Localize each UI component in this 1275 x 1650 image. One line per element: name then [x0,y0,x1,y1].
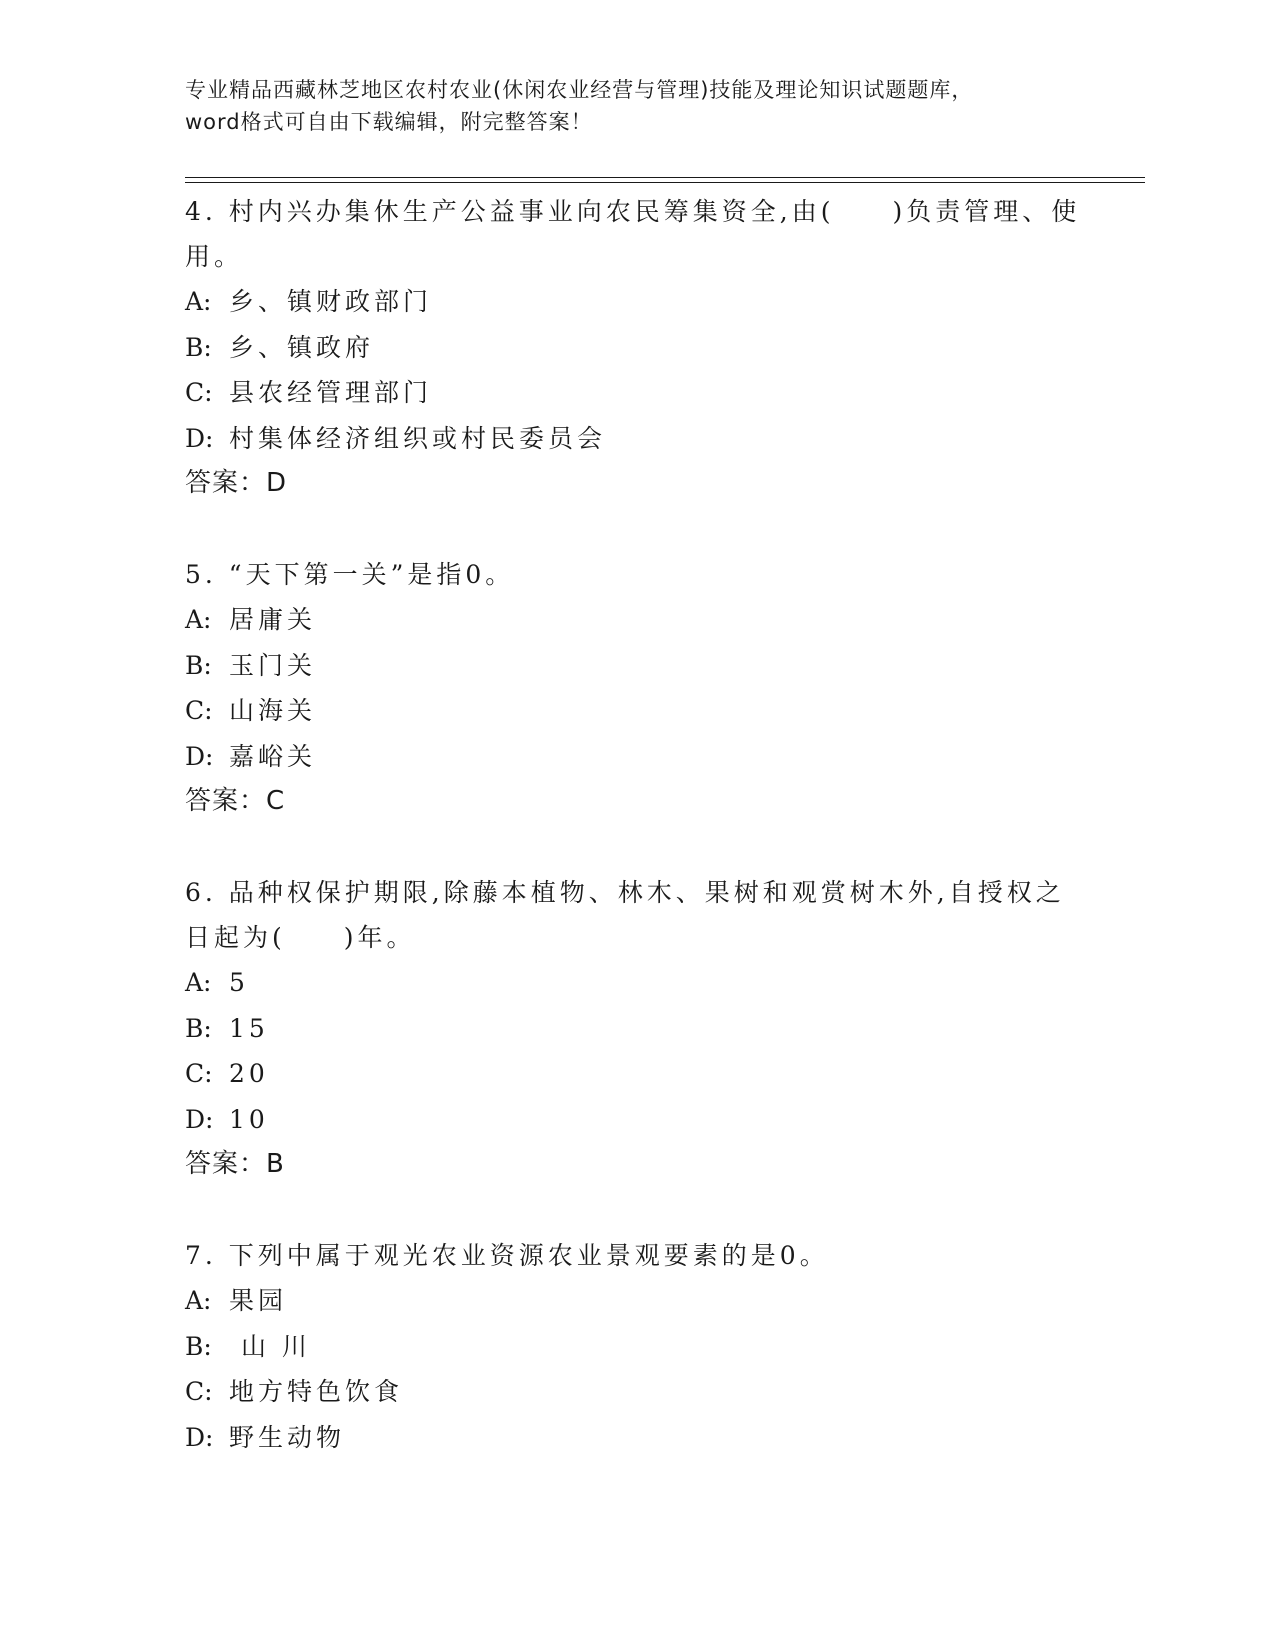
header-title-line-2: word格式可自由下载编辑，附完整答案！ [185,110,593,134]
question-5 [185,552,1085,824]
option-letter: C: [185,378,213,407]
option-letter: B: [185,650,212,680]
option-letter: A: [185,287,212,316]
question-6 [185,870,1085,1187]
option-d [185,1097,1085,1143]
option-text: 10 [229,1104,269,1134]
question-text [185,870,1085,960]
option-text: 村集体经济组织或村民委员会 [229,423,607,453]
header-title-line-1: 专业精品西藏林芝地区农村农业(休闲农业经营与管理)技能及理论知识试题题库， [185,78,974,102]
question-text [185,1233,1085,1278]
option-letter: B: [185,1013,212,1043]
option-text: 地方特色饮食 [229,1377,404,1406]
option-letter: C: [185,696,213,725]
option-letter: B: [185,1331,212,1361]
option-letter: D: [185,1104,214,1134]
option-text: 乡、镇政府 [229,332,375,362]
option-text: 15 [229,1013,269,1043]
option-text: 山海关 [229,696,317,725]
answer-line: 答案：D [185,468,288,498]
question-text [185,552,1085,597]
option-d [185,416,1085,462]
option-a [185,960,1085,1006]
question-list [185,189,1085,1460]
option-text: 山 川 [229,1331,311,1361]
option-text: 20 [229,1059,269,1088]
answer-line: 答案：C [185,786,286,816]
question-text-line-2: 日起为( )年。 [185,923,416,952]
option-text: 5 [229,968,249,997]
option-letter: A: [185,605,212,634]
option-c [185,688,1085,734]
option-text: 县农经管理部门 [229,378,433,407]
option-letter: C: [185,1059,213,1088]
option-letter: D: [185,1422,214,1452]
option-a [185,279,1085,325]
question-4 [185,189,1085,506]
option-b [185,643,1085,689]
answer-line: 答案：B [185,1149,285,1179]
option-b [185,1324,1085,1370]
option-letter: D: [185,423,214,453]
option-a [185,1278,1085,1324]
question-text-line-1: 7. 下列中属于观光农业资源农业景观要素的是0。 [185,1241,829,1270]
option-b [185,1006,1085,1052]
question-text-line-1: 6. 品种权保护期限,除藤本植物、林木、果树和观赏树木外,自授权之 [185,878,1065,907]
option-c [185,1369,1085,1415]
option-text: 居庸关 [229,605,317,634]
question-text-line-1: 5. “天下第一关”是指0。 [185,560,515,589]
option-letter: D: [185,741,214,771]
question-text-line-1: 4. 村内兴办集休生产公益事业向农民筹集资全,由( )负责管理、使 [185,197,1081,226]
option-d [185,1415,1085,1461]
option-c [185,370,1085,416]
document-header [185,74,1085,138]
option-c [185,1051,1085,1097]
option-text: 嘉峪关 [229,741,317,771]
option-text: 果园 [229,1286,288,1315]
question-text-line-2: 用。 [185,242,244,271]
option-text: 玉门关 [229,650,317,680]
option-b [185,325,1085,371]
option-letter: B: [185,332,212,362]
question-7 [185,1233,1085,1460]
option-letter: C: [185,1377,213,1406]
option-text: 野生动物 [229,1422,346,1452]
question-text [185,189,1085,279]
header-divider-bottom [185,182,1145,183]
option-letter: A: [185,1286,212,1315]
option-a [185,597,1085,643]
header-divider-top [185,177,1145,178]
option-text: 乡、镇财政部门 [229,287,433,316]
option-letter: A: [185,968,212,997]
option-d [185,734,1085,780]
